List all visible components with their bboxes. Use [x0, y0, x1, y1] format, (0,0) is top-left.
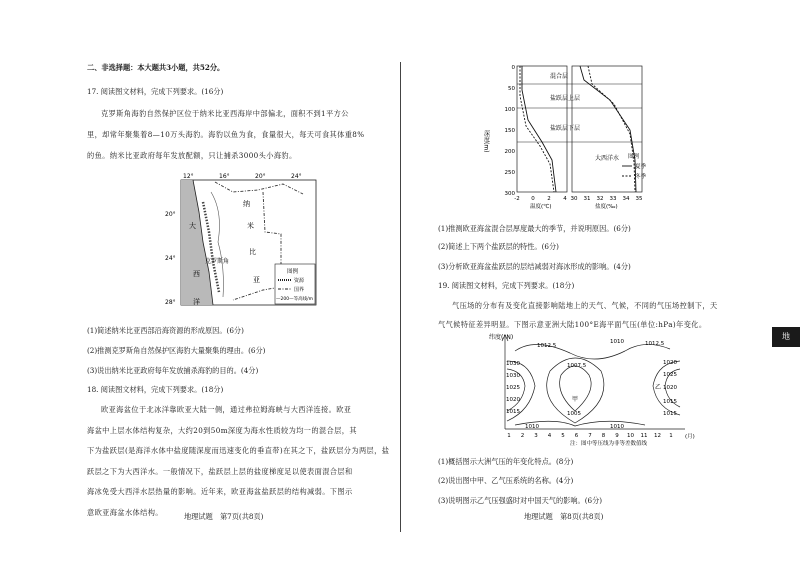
lon-label-16: 16° [219, 173, 230, 180]
temp-axis-label: 温度(℃) [530, 204, 552, 210]
depth-tick: 100 [504, 107, 515, 113]
left-footer: 地理试题 第7页(共8页) [184, 512, 264, 521]
depth-tick: 250 [504, 170, 515, 176]
q17-question-3: (3)说出纳米比亚政府每年发放捕杀海豹的目的。(4分) [87, 366, 259, 375]
q17-line-1: 克罗斯角海豹自然保护区位于纳米比亚西海岸中部偏北，面积不到1平方公 [101, 109, 349, 118]
q19-line-2: 气气候特征差异明显。下图示意亚洲大陆100°E海平面气压(单位:hPa)年变化。 [438, 320, 707, 329]
q18-line-2: 海盆中上层水体结构复杂，大约20到50m深度为海水性质较为均一的混合层，其 [87, 425, 357, 435]
temp-tick: 2 [547, 196, 551, 202]
salt-tick: 35 [635, 196, 643, 202]
country-label-2: 米 [247, 222, 254, 230]
isobar-label: 1010 [610, 339, 624, 345]
depth-tick: 300 [504, 191, 515, 197]
isobar-label: 1012.5 [537, 343, 557, 349]
q17-line-2: 里，却常年聚集着8—10万头海豹。海豹以鱼为食，食量很大，每天可食其体重8% [87, 130, 365, 139]
country-label-4: 亚 [253, 276, 260, 284]
layer-lower-halocline: 盐跃层下层 [550, 125, 581, 132]
isobar-label: 1015 [663, 411, 677, 417]
water-profile-chart [480, 60, 660, 210]
lat-label-28: 28° [165, 299, 176, 306]
month-ticks [507, 433, 673, 439]
lon-label-20: 20° [255, 173, 266, 180]
month-tick: 5 [561, 433, 565, 439]
layer-atlantic: 大西洋水 [595, 155, 620, 162]
salt-tick: 33 [609, 196, 617, 202]
q18-line-1: 欧亚海盆位于北冰洋靠欧亚大陆一侧，通过弗拉姆海峡与大西洋连接。欧亚 [101, 405, 352, 414]
left-page [15, 0, 390, 570]
country-label-1: 纳 [243, 200, 250, 208]
isobar-labels [506, 339, 677, 430]
isobar-label: 1020 [663, 385, 677, 391]
right-page [415, 0, 785, 570]
month-tick: 1 [669, 433, 673, 439]
temp-ticks [514, 196, 567, 202]
q19-question-1: (1)概括图示大洲气压的年变化特点。(8分) [438, 457, 574, 466]
q17-line-3: 的鱼。纳米比亚政府每年发放配额，只让捕杀3000头小海豹。 [87, 151, 297, 160]
month-tick: 4 [547, 433, 552, 439]
month-tick: 8 [601, 433, 606, 439]
section-header: 二、非选择题：本大题共3小题，共52分。 [87, 63, 225, 72]
q17-paragraph [87, 103, 399, 166]
lat-label-24: 24° [165, 255, 176, 262]
salt-panel [572, 66, 642, 192]
lat-label-20: 20° [165, 211, 176, 218]
isobar-label: 1030 [506, 361, 520, 367]
isobar-label: 1015 [663, 399, 677, 405]
month-tick: 12 [654, 433, 661, 439]
q19-line-1: 气压场的分布有及变化直接影响陆地上的天气、气候，不同的气压场控制下，天 [452, 301, 718, 310]
salt-axis-label: 盐度(‰) [595, 204, 618, 210]
q18-intro: 18. 阅读图文材料，完成下列要求。(18分) [87, 385, 224, 394]
depth-tick: 50 [508, 86, 515, 92]
lon-label-24: 24° [291, 173, 302, 180]
pressure-chart [475, 331, 695, 449]
depth-axis-label: 深度(m) [482, 130, 490, 153]
q19-intro: 19. 阅读图文材料，完成下列要求。(18分) [438, 281, 575, 290]
legend-item-2: 国界 [294, 287, 305, 293]
month-tick: 7 [588, 433, 592, 439]
month-tick: 11 [640, 433, 648, 439]
q18-line-3: 下为盐跃层(是海洋水体中盐度随深度而迅速变化的垂直带)在其之下，盐跃层分为两层，盐 [87, 446, 390, 455]
isobar-label: 1012.5 [645, 341, 665, 347]
salt-ticks [571, 196, 643, 202]
month-tick: 10 [627, 433, 634, 439]
ocean-label-1: 大 [189, 222, 196, 230]
country-label-3: 比 [249, 248, 256, 256]
month-tick: 6 [574, 433, 579, 439]
lon-label-12: 12° [183, 173, 194, 180]
right-footer: 地理试题 第8页(共8页) [524, 512, 604, 521]
place-label: 克罗斯角 [205, 258, 230, 265]
depth-tick: 150 [504, 128, 515, 134]
legend-winter: 冬季 [635, 174, 647, 180]
q18-question-1: (1)推测欧亚海盆混合层厚度最大的季节，并说明原因。(6分) [438, 224, 631, 233]
isobar-label: 1030 [506, 373, 520, 379]
legend-item-1: 资源 [294, 278, 305, 284]
salt-tick: 34 [622, 196, 630, 202]
q18-question-3: (3)分析欧亚海盆盐跃层的层结减弱对海冰形成的影响。(4分) [438, 262, 631, 271]
salt-tick: 32 [596, 196, 604, 202]
isobar-label: 1020 [506, 397, 520, 403]
lat-axis-label: 纬度(°N) [489, 334, 514, 341]
legend-title: 图例 [628, 154, 640, 160]
month-unit: (月) [685, 434, 695, 440]
temp-tick: 4 [563, 196, 567, 202]
layer-mixed: 混合层 [550, 73, 569, 80]
isobar-label: 1010 [525, 424, 539, 430]
isobar-label: 1005 [567, 411, 581, 417]
depth-tick: 200 [504, 149, 515, 155]
isobar-label: 1025 [506, 385, 520, 391]
q17-question-2: (2)推测克罗斯角自然保护区海豹大量聚集的理由。(6分) [87, 346, 266, 355]
salt-tick: 31 [583, 196, 591, 202]
month-tick: 1 [507, 433, 511, 439]
q18-question-2: (2)简述上下两个盐跃层的特性。(6分) [438, 242, 559, 251]
q18-line-5: 海冰免受大西洋水层热量的影响。近年来，欧亚海盆盐跃层的结构减弱。下图示 [87, 487, 353, 496]
q18-line-6: 意欧亚海盆水体结构。 [87, 507, 163, 517]
isobar-label: 1025 [663, 372, 677, 378]
depth-tick: 0 [511, 65, 515, 71]
chart-note: 注：图中等压线为非等差数值线 [570, 441, 648, 447]
q18-line-4: 跃层之下为大西洋水。一般情况下，盐跃层上层的盐度梯度足以使表面混合层和 [87, 466, 353, 476]
q17-intro: 17. 阅读图文材料，完成下列要求。(16分) [87, 87, 224, 96]
legend-title: 图例 [287, 269, 299, 275]
isobar-label: 1007.5 [567, 363, 587, 369]
month-tick: 3 [534, 433, 538, 439]
q19-paragraph [438, 296, 750, 334]
legend-item-3: —200—等高线/m [276, 297, 313, 302]
page-divider [400, 62, 401, 532]
q17-question-1: (1)简述纳米比亚西部沿海资源的形成原因。(6分) [87, 326, 244, 335]
temp-tick: -2 [514, 196, 520, 202]
isobar-label: 1015 [506, 409, 520, 415]
salt-tick: 30 [570, 196, 578, 202]
center-jia: 甲 [572, 396, 579, 403]
q19-question-3: (3)说明图示乙气压强盛时对中国天气的影响。(6分) [438, 496, 603, 505]
isobar-label: 1010 [610, 424, 624, 430]
month-tick: 2 [520, 433, 525, 439]
legend-summer: 夏季 [635, 164, 647, 170]
ocean-label-2: 西 [193, 270, 200, 278]
namibia-map [163, 172, 323, 317]
month-tick: 9 [615, 433, 619, 439]
q19-question-2: (2)说出图中甲、乙气压系统的名称。(4分) [438, 476, 574, 485]
q18-paragraph [87, 400, 399, 523]
ocean-label-3: 洋 [193, 298, 200, 306]
depth-ticks [505, 65, 516, 197]
temp-tick: 0 [531, 196, 535, 202]
subject-tab: 地 [772, 327, 800, 347]
isobar-label: 1020 [663, 360, 677, 366]
isobar [560, 366, 592, 411]
layer-upper-halocline: 盐跃层上层 [550, 95, 581, 102]
center-yi: 乙 [655, 384, 662, 391]
